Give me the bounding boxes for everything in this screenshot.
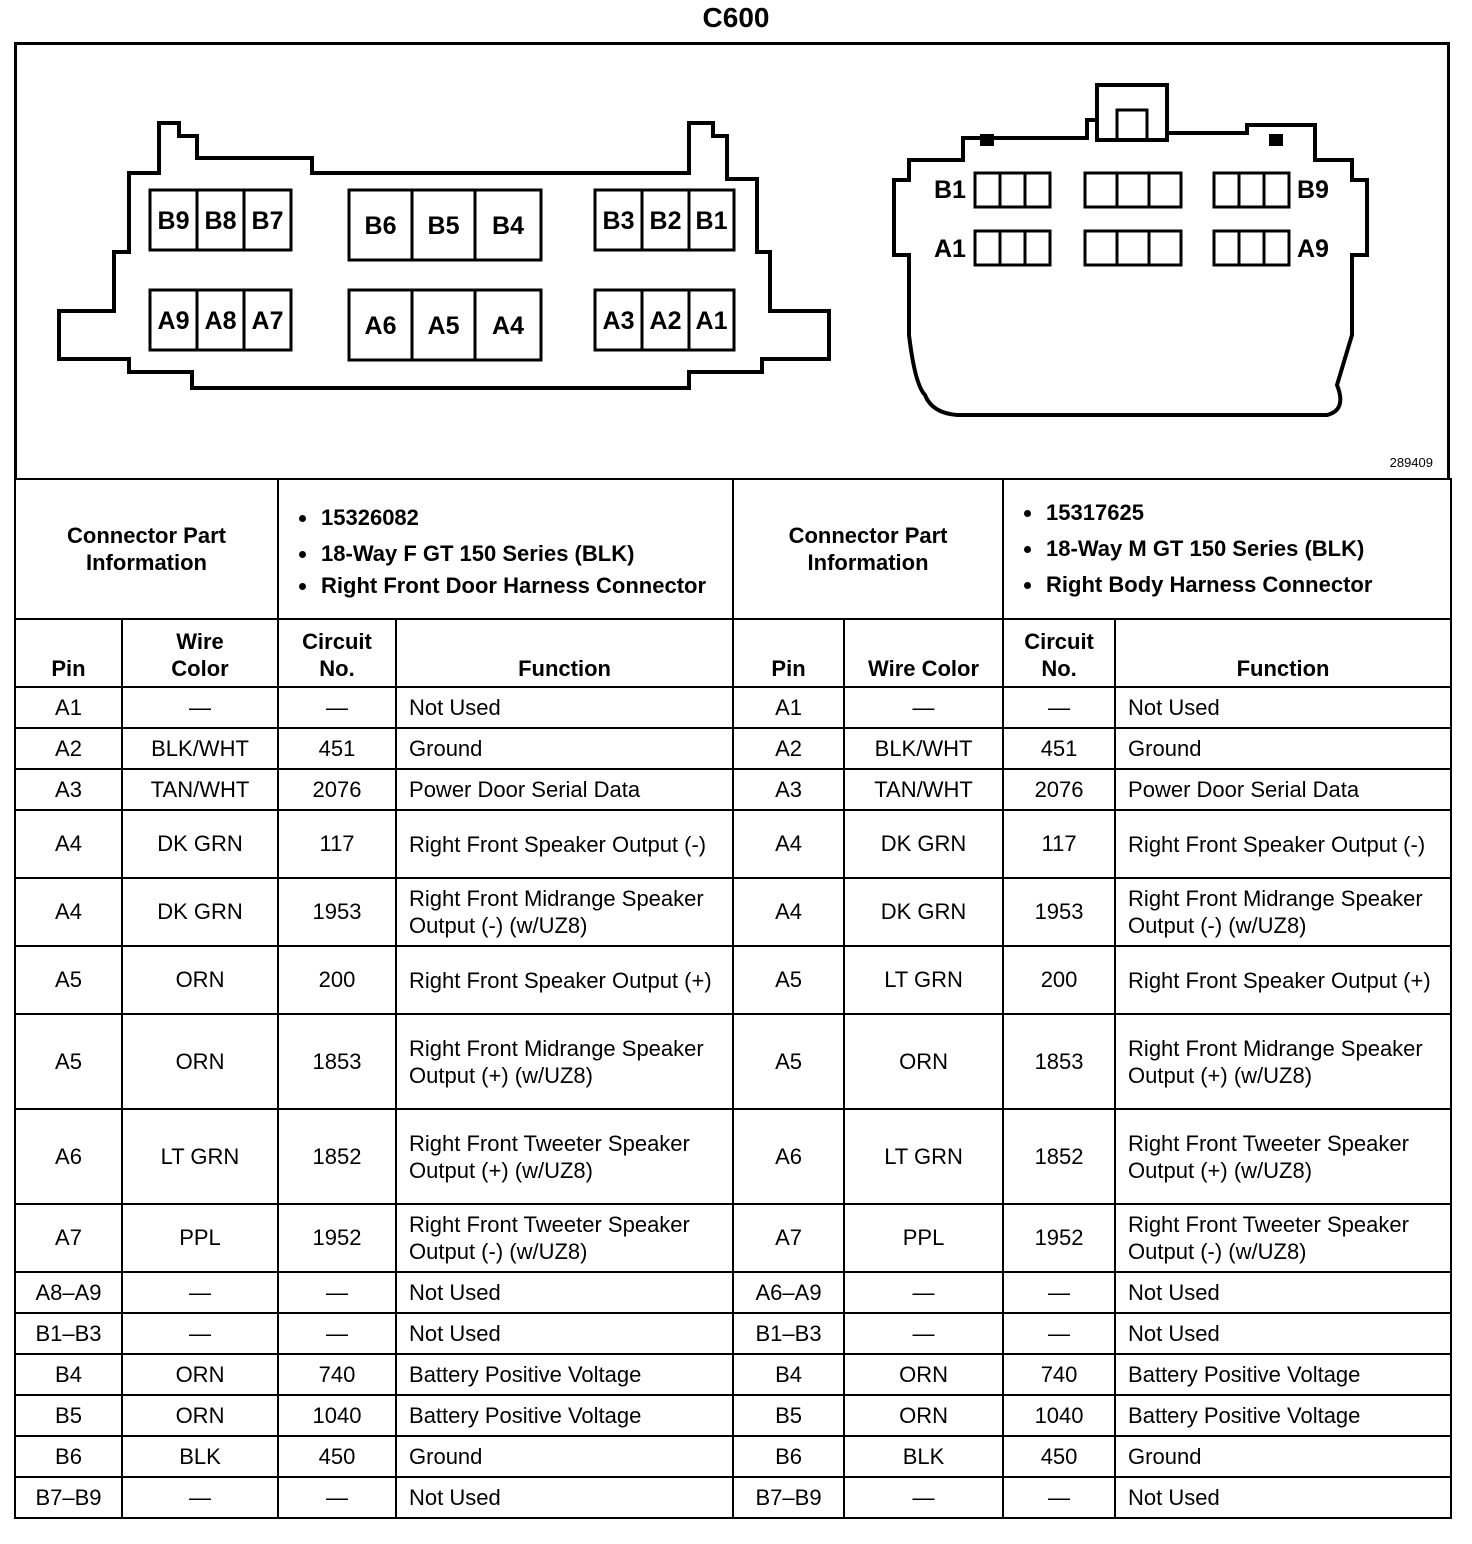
wire-color-value: BLK/WHT (122, 728, 278, 769)
pin-table (14, 478, 1452, 1519)
pin-label: A8 (204, 307, 237, 335)
wire-color-value: LT GRN (844, 1109, 1003, 1204)
connector-diagram (17, 45, 1447, 481)
pin-cell-value: A2 (733, 728, 844, 769)
circuit-number: 1040 (278, 1395, 396, 1436)
wire-color-value: LT GRN (844, 946, 1003, 1014)
wire-color-value: ORN (122, 946, 278, 1014)
pin-cavity (1085, 173, 1117, 207)
right-connector-latch (1097, 85, 1167, 140)
circuit-number: — (1003, 1272, 1115, 1313)
table-row (15, 810, 1451, 878)
pin-cell-value: A3 (15, 769, 122, 810)
wire-color-value: ORN (844, 1395, 1003, 1436)
wire-color-value: — (844, 1272, 1003, 1313)
wire-color-value: BLK/WHT (844, 728, 1003, 769)
wire-color-value: ORN (844, 1014, 1003, 1109)
part-desc-right: • Right Body Harness Connector (1044, 567, 1438, 603)
function-text: Right Front Midrange Speaker Output (-) (w/UZ8) (396, 878, 733, 946)
col-header-circuit: Circuit No. (1003, 619, 1115, 687)
table-row (15, 1014, 1451, 1109)
circuit-number: 200 (1003, 946, 1115, 1014)
function-text: Ground (396, 1436, 733, 1477)
function-text: Not Used (1115, 1313, 1451, 1354)
pin-cell-value: A3 (733, 769, 844, 810)
wire-color-value: ORN (122, 1395, 278, 1436)
wire-color-value: — (122, 687, 278, 728)
pin-label: B5 (427, 212, 460, 240)
pin-label: A6 (364, 312, 397, 340)
circuit-number: 450 (278, 1436, 396, 1477)
col-header-wire-color: Wire Color (122, 619, 278, 687)
pin-cell-value: B1–B3 (733, 1313, 844, 1354)
circuit-number: 740 (1003, 1354, 1115, 1395)
pin-cell-value: B4 (733, 1354, 844, 1395)
circuit-number: — (278, 1313, 396, 1354)
function-text: Not Used (1115, 1272, 1451, 1313)
pin-cell-value: B5 (15, 1395, 122, 1436)
pin-label: A3 (602, 307, 635, 335)
pin-cavity (1085, 231, 1117, 265)
pin-cell-value: A6–A9 (733, 1272, 844, 1313)
pin-cavity (1264, 231, 1289, 265)
wire-color-value: PPL (122, 1204, 278, 1272)
circuit-number: 450 (1003, 1436, 1115, 1477)
pin-cell-value: A7 (15, 1204, 122, 1272)
pin-cavity (975, 231, 1000, 265)
pin-cell-value: A6 (733, 1109, 844, 1204)
function-text: Right Front Tweeter Speaker Output (+) (w/UZ8) (1115, 1109, 1451, 1204)
wire-color-value: ORN (122, 1354, 278, 1395)
pin-cell-value: A1 (733, 687, 844, 728)
wire-color-value: ORN (122, 1014, 278, 1109)
pin-cavity (1025, 173, 1050, 207)
pin-cell-value: A5 (733, 1014, 844, 1109)
pin-cavity (1214, 231, 1239, 265)
function-text: Not Used (1115, 1477, 1451, 1518)
table-row (15, 728, 1451, 769)
pin-label: A1 (695, 307, 728, 335)
pin-label: A2 (649, 307, 682, 335)
col-header-circuit: Circuit No. (278, 619, 396, 687)
pin-cell-value: B7–B9 (733, 1477, 844, 1518)
circuit-number: — (1003, 1313, 1115, 1354)
function-text: Power Door Serial Data (1115, 769, 1451, 810)
table-row (15, 1109, 1451, 1204)
circuit-number: 1953 (1003, 878, 1115, 946)
wire-color-value: — (122, 1477, 278, 1518)
table-row (15, 687, 1451, 728)
pin-cavity (1149, 231, 1181, 265)
label-a9: A9 (1297, 235, 1329, 263)
pin-cell-value: A4 (733, 810, 844, 878)
pin-cell-value: A5 (15, 946, 122, 1014)
pin-cavity (1214, 173, 1239, 207)
pin-cell-value: A4 (733, 878, 844, 946)
pin-cavity (1149, 173, 1181, 207)
pin-cell-value: B4 (15, 1354, 122, 1395)
pin-cell-value: B1–B3 (15, 1313, 122, 1354)
wire-color-value: — (844, 687, 1003, 728)
col-header-function: Function (396, 619, 733, 687)
circuit-number: 2076 (1003, 769, 1115, 810)
function-text: Not Used (1115, 687, 1451, 728)
pin-cell-value: A2 (15, 728, 122, 769)
function-text: Not Used (396, 1272, 733, 1313)
wire-color-value: DK GRN (844, 810, 1003, 878)
pin-cell-value: A4 (15, 810, 122, 878)
wire-color-value: ORN (844, 1354, 1003, 1395)
pin-label: B9 (157, 207, 190, 235)
function-text: Right Front Tweeter Speaker Output (-) (w/UZ8) (1115, 1204, 1451, 1272)
pin-label: B3 (602, 207, 635, 235)
table-row (15, 1313, 1451, 1354)
part-info-heading-left: Connector Part Information (15, 479, 278, 619)
pin-label: B2 (649, 207, 682, 235)
function-text: Not Used (396, 687, 733, 728)
label-b1: B1 (934, 176, 966, 204)
part-desc-left: • Right Front Door Harness Connector (319, 572, 720, 599)
pin-label: B4 (492, 212, 524, 240)
col-header-wire-color: Wire Color (844, 619, 1003, 687)
wire-color-value: — (122, 1272, 278, 1313)
circuit-number: — (1003, 1477, 1115, 1518)
function-text: Not Used (396, 1477, 733, 1518)
circuit-number: 117 (1003, 810, 1115, 878)
pin-cavity (1025, 231, 1050, 265)
circuit-number: 1853 (1003, 1014, 1115, 1109)
page-title: C600 (702, 2, 770, 33)
pin-label: A7 (251, 307, 284, 335)
pin-cavity (1117, 173, 1149, 207)
pin-cell-value: B6 (15, 1436, 122, 1477)
function-text: Ground (396, 728, 733, 769)
column-header-row (15, 619, 1451, 687)
pin-cavity (1117, 231, 1149, 265)
pin-cell-value: A6 (15, 1109, 122, 1204)
circuit-number: — (278, 1477, 396, 1518)
left-pin-cells (150, 190, 734, 360)
function-text: Ground (1115, 728, 1451, 769)
table-row (15, 878, 1451, 946)
pin-cavity (1000, 231, 1025, 265)
circuit-number: 1853 (278, 1014, 396, 1109)
circuit-number: 200 (278, 946, 396, 1014)
wire-color-value: DK GRN (122, 878, 278, 946)
function-text: Battery Positive Voltage (396, 1395, 733, 1436)
key-mark-right (1269, 134, 1283, 146)
function-text: Right Front Midrange Speaker Output (+) (w/UZ8) (396, 1014, 733, 1109)
circuit-number: 451 (1003, 728, 1115, 769)
function-text: Battery Positive Voltage (1115, 1354, 1451, 1395)
function-text: Ground (1115, 1436, 1451, 1477)
function-text: Right Front Midrange Speaker Output (-) (w/UZ8) (1115, 878, 1451, 946)
wire-color-value: TAN/WHT (122, 769, 278, 810)
pin-label: A4 (492, 312, 524, 340)
table-row (15, 1477, 1451, 1518)
pin-cell-value: A1 (15, 687, 122, 728)
circuit-number: 1040 (1003, 1395, 1115, 1436)
circuit-number: 1952 (278, 1204, 396, 1272)
label-b9: B9 (1297, 176, 1329, 204)
pin-cavity (1239, 231, 1264, 265)
part-info-list-right (1003, 479, 1451, 619)
right-pin-cells (975, 173, 1289, 265)
key-mark-left (980, 134, 994, 146)
table-row (15, 1354, 1451, 1395)
pin-cell-value: A7 (733, 1204, 844, 1272)
wire-color-value: BLK (122, 1436, 278, 1477)
col-header-pin: Pin (733, 619, 844, 687)
part-type-right: • 18-Way M GT 150 Series (BLK) (1044, 531, 1438, 567)
wire-color-value: TAN/WHT (844, 769, 1003, 810)
figure-number: 289409 (1389, 455, 1433, 470)
circuit-number: — (278, 1272, 396, 1313)
pin-label: A5 (427, 312, 460, 340)
circuit-number: 451 (278, 728, 396, 769)
circuit-number: — (278, 687, 396, 728)
pin-cavity (1264, 173, 1289, 207)
function-text: Right Front Speaker Output (-) (1115, 810, 1451, 878)
circuit-number: 2076 (278, 769, 396, 810)
function-text: Power Door Serial Data (396, 769, 733, 810)
wire-color-value: DK GRN (122, 810, 278, 878)
circuit-number: 1953 (278, 878, 396, 946)
label-a1: A1 (934, 235, 966, 263)
connector-diagram-panel (14, 42, 1450, 478)
part-type-left: • 18-Way F GT 150 Series (BLK) (319, 536, 720, 572)
part-info-heading-right: Connector Part Information (733, 479, 1003, 619)
pin-cell-value: B7–B9 (15, 1477, 122, 1518)
wire-color-value: LT GRN (122, 1109, 278, 1204)
circuit-number: 1852 (1003, 1109, 1115, 1204)
pin-cell-value: A8–A9 (15, 1272, 122, 1313)
pin-cell-value: A4 (15, 878, 122, 946)
pin-label: B6 (364, 212, 397, 240)
table-row (15, 1204, 1451, 1272)
wire-color-value: — (844, 1313, 1003, 1354)
col-header-function: Function (1115, 619, 1451, 687)
pin-label: B8 (204, 207, 237, 235)
pin-label: A9 (157, 307, 190, 335)
circuit-number: 117 (278, 810, 396, 878)
pin-label: B1 (695, 207, 728, 235)
function-text: Right Front Speaker Output (+) (396, 946, 733, 1014)
wire-color-value: PPL (844, 1204, 1003, 1272)
function-text: Right Front Speaker Output (-) (396, 810, 733, 878)
wire-color-value: BLK (844, 1436, 1003, 1477)
pin-cavity (1239, 173, 1264, 207)
pin-cavity (1000, 173, 1025, 207)
function-text: Right Front Speaker Output (+) (1115, 946, 1451, 1014)
table-row (15, 946, 1451, 1014)
function-text: Right Front Tweeter Speaker Output (+) (w/UZ8) (396, 1109, 733, 1204)
function-text: Battery Positive Voltage (1115, 1395, 1451, 1436)
pin-cell-value: A5 (733, 946, 844, 1014)
part-info-list-left (278, 479, 733, 619)
table-row (15, 1395, 1451, 1436)
right-connector-outline (894, 120, 1367, 415)
part-info-row (15, 479, 1451, 619)
wire-color-value: — (844, 1477, 1003, 1518)
function-text: Battery Positive Voltage (396, 1354, 733, 1395)
table-row (15, 769, 1451, 810)
function-text: Right Front Midrange Speaker Output (+) (w/UZ8) (1115, 1014, 1451, 1109)
wire-color-value: DK GRN (844, 878, 1003, 946)
table-row (15, 1272, 1451, 1313)
circuit-number: 1952 (1003, 1204, 1115, 1272)
table-row (15, 1436, 1451, 1477)
function-text: Right Front Tweeter Speaker Output (-) (w/UZ8) (396, 1204, 733, 1272)
part-number-left: • 15326082 (319, 500, 720, 536)
part-number-right: • 15317625 (1044, 495, 1438, 531)
circuit-number: 740 (278, 1354, 396, 1395)
wire-color-value: — (122, 1313, 278, 1354)
circuit-number: — (1003, 687, 1115, 728)
col-header-pin: Pin (15, 619, 122, 687)
pin-cell-value: B6 (733, 1436, 844, 1477)
pin-cell-value: B5 (733, 1395, 844, 1436)
pin-cavity (975, 173, 1000, 207)
pin-cell-value: A5 (15, 1014, 122, 1109)
function-text: Not Used (396, 1313, 733, 1354)
circuit-number: 1852 (278, 1109, 396, 1204)
pin-label: B7 (251, 207, 284, 235)
